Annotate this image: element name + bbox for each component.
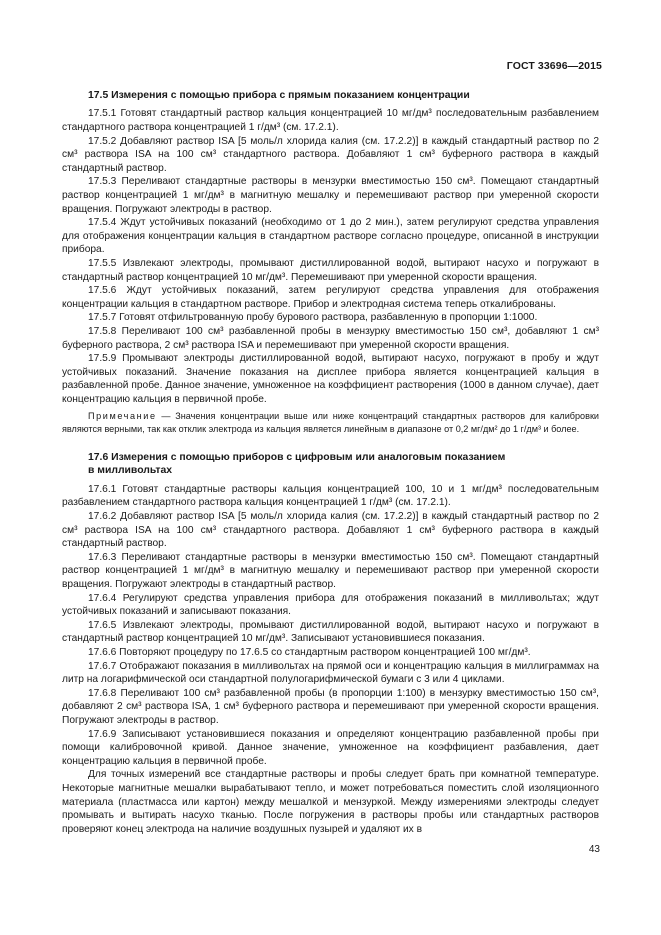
paragraph-17-6-8: 17.6.8 Переливают 100 см³ разбавленной пробы (в пропорции 1:100) в мензурку вместимостью 150 см³, добавляют 2 см³ раствора ISA, 1 см³ буферного раствора и перемешивают при умеренной скорости вращения. Погружают электроды в раствор.	[62, 687, 599, 726]
note-label: Примечание	[88, 411, 157, 422]
standard-designation: ГОСТ 33696—2015	[506, 60, 602, 72]
section-heading-17-6	[88, 451, 599, 478]
section-heading-17-5: 17.5 Измерения с помощью прибора с прямым показанием концентрации	[88, 90, 470, 101]
paragraph-17-6-1: 17.6.1 Готовят стандартные растворы кальция концентрацией 100, 10 и 1 мг/дм³ последовательным разбавлением стандартного раствора кальция концентрацией 1 г/дм³ (см. 17.2.1).	[62, 483, 599, 509]
paragraph-17-5-6: 17.5.6 Ждут устойчивых показаний, затем регулируют средства управления для отображения концентрации кальция в стандартном растворе. Прибор и электродная система теперь откалиброваны.	[62, 285, 599, 310]
paragraph-17-6-5: 17.6.5 Извлекают электроды, промывают дистиллированной водой, вытирают насухо и погружают в стандартный раствор концентрацией 10 мг/дм³. Записывают установившиеся показания.	[62, 619, 599, 645]
paragraph-17-5-2: 17.5.2 Добавляют раствор ISA [5 моль/л хлорида калия (см. 17.2.2)] в каждый стандартный раствор по 2 см³ раствора ISA на 100 см³ стандартного раствора. Добавляют 1 см³ буферного раствора в каждый стандартный раствор.	[62, 135, 599, 174]
page-number: 43	[588, 844, 600, 855]
paragraph-17-6-6: 17.6.6 Повторяют процедуру по 17.6.5 со стандартным раствором концентрацией 100 мг/дм³.	[88, 647, 531, 658]
paragraph-17-5-4: 17.5.4 Ждут устойчивых показаний (необходимо от 1 до 2 мин.), затем регулируют средства управления для отображения концентрации кальция в стандартном растворе согласно процедуре, описанной в инструкции прибора.	[62, 217, 599, 256]
document-body	[62, 89, 599, 836]
paragraph-17-5-3: 17.5.3 Переливают стандартные растворы в мензурки вместимостью 150 см³. Помещают стандартный раствор концентрацией 1 мг/дм³ в магнитную мешалку и перемешивают раствор при умеренной скорости вращения. Погружают электроды в раствор.	[62, 176, 599, 215]
paragraph-17-6-2: 17.6.2 Добавляют раствор ISA [5 моль/л хлорида калия (см. 17.2.2)] в каждый стандартный раствор по 2 см³ раствора ISA на 100 см³ стандартного раствора. Добавляют 1 см³ буферного раствора в каждый стандартный раствор.	[62, 511, 599, 550]
paragraph-17-6-3: 17.6.3 Переливают стандартные растворы в мензурки вместимостью 150 см³. Помещают стандартный раствор концентрацией 1 мг/дм³ в магнитную мешалку и перемешивают раствор при умеренной скорости вращения. Погружают электроды в стандартный раствор.	[62, 551, 599, 591]
paragraph-17-6-7: 17.6.7 Отображают показания в милливольтах на прямой оси и концентрацию кальция в миллиграммах на литр на логарифмической оси стандартной полулогарифмической бумаги с 3 или 4 циклами.	[62, 660, 599, 686]
section-heading-17-6-line2: в милливольтах	[88, 465, 172, 477]
paragraph-17-5-9: 17.5.9 Промывают электроды дистиллированной водой, вытирают насухо, погружают в пробу и ждут устойчивых показаний. Значение показания на дисплее прибора является концентрацией кальция в разбавленной пробе. Данное значение, умноженное на коэффициент растворения (1000 в данном случае), дает концентрацию кальция в первичной пробе.	[62, 353, 599, 405]
paragraph-17-6-4: 17.6.4 Регулируют средства управления прибора для отображения показаний в милливольтах; ждут устойчивых показаний и записывают показания.	[62, 592, 599, 618]
paragraph-17-5-1: 17.5.1 Готовят стандартный раствор кальция концентрацией 10 мг/дм³ последовательным разбавлением стандартного раствора концентрацией 1 г/дм³ (см. 17.2.1).	[62, 108, 599, 133]
section-heading-17-6-line1: 17.6 Измерения с помощью приборов с цифровым или аналоговым показанием	[88, 452, 506, 464]
paragraph-general-notes: Для точных измерений все стандартные растворы и пробы следует брать при комнатной температуре. Некоторые магнитные мешалки вырабатывают тепло, и может потребоваться поместить слой изоляционного материала (пластмасса или картон) между мешалкой и мензуркой. Между измерениями электроды следует промывать и вытирать насухо тканью. После погружения в растворы пробы или стандартных растворов проверяют конец электрода на наличие воздушных пузырей и удаляют их в	[62, 769, 599, 835]
paragraph-17-5-7: 17.5.7 Готовят отфильтрованную пробу бурового раствора, разбавленную в пропорции 1:1000.	[88, 312, 538, 324]
paragraph-17-5-5: 17.5.5 Извлекают электроды, промывают дистиллированной водой, вытирают насухо и погружают в стандартный раствор концентрацией 10 мг/дм³. Перемешивают при умеренной скорости вращения.	[62, 257, 599, 283]
paragraph-17-5-8: 17.5.8 Переливают 100 см³ разбавленной пробы в мензурку вместимостью 150 см³, добавляют 1 см³ буферного раствора, 2 см³ раствора ISA и перемешивают при умеренной скорости вращения.	[62, 325, 599, 351]
note	[62, 410, 599, 435]
note-text: — Значения концентрации выше или ниже концентраций стандартных растворов для калибровки являются верными, так как отклик электрода из кальция является линейным в диапазоне от 0,2 мг/дм² до 1 г/дм³ и более.	[62, 411, 599, 434]
paragraph-17-6-9: 17.6.9 Записывают установившиеся показания и определяют концентрацию разбавленной пробы при помощи калибровочной кривой. Данное значение, умноженное на коэффициент разбавления, дает концентрацию кальция в первичной пробе.	[62, 728, 599, 767]
